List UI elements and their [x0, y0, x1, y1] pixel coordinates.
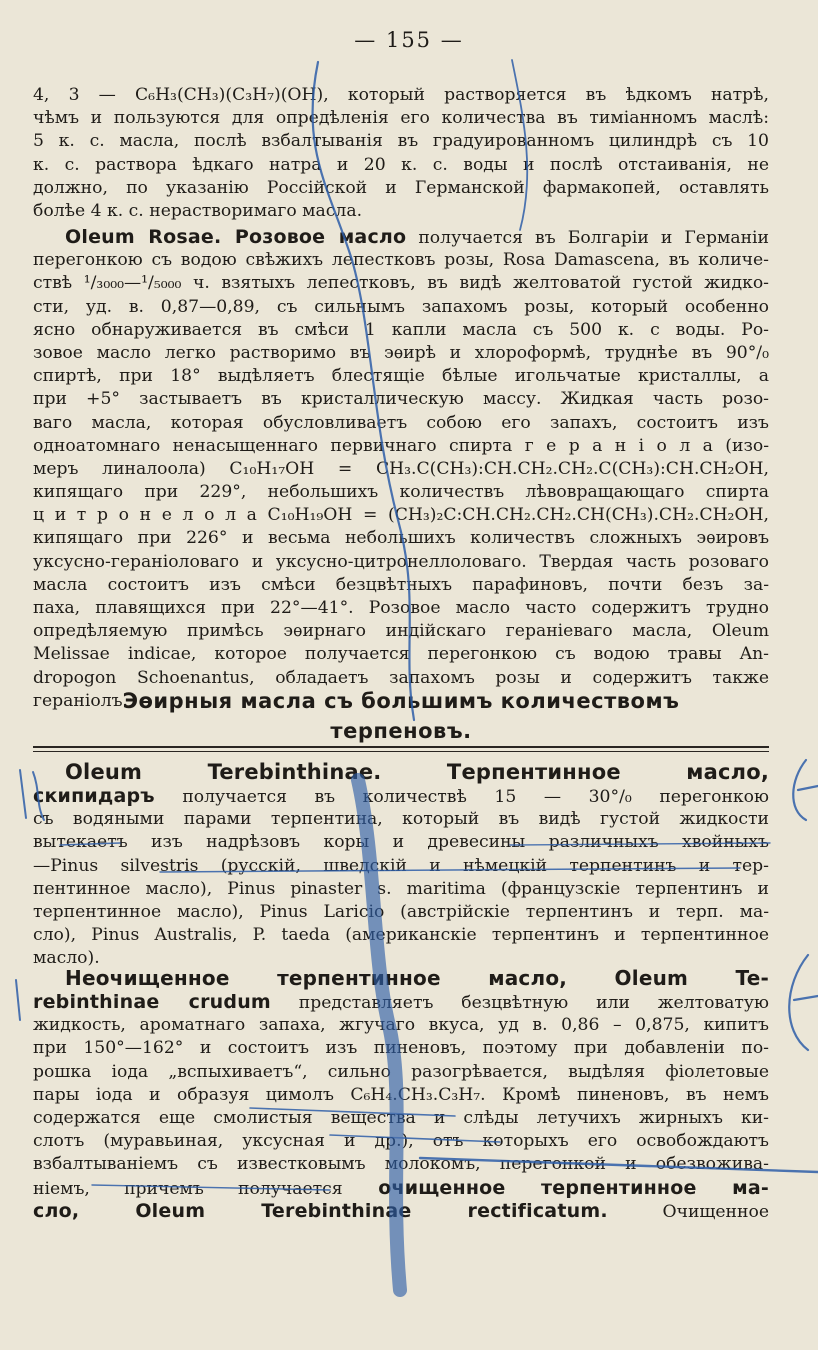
- text-line: содержатся еще смолистыя вещества и слѣды летучихъ жирныхъ ки-: [33, 1107, 769, 1128]
- text-line: одноатомнаго ненасыщеннаго первичнаго спирта г е р а н і о л а (изо-: [33, 435, 769, 456]
- text-line: вытекаетъ изъ надрѣзовъ коры и древесины различныхъ хвойныхъ: [33, 832, 769, 853]
- text-line: масло).: [33, 948, 100, 969]
- text-line: рошка іода „вспыхиваетъ“, сильно разогрѣвается, выдѣляя фіолетовые: [33, 1061, 769, 1082]
- text-line: ц и т р о н е л о л а C₁₀H₁₉OH = (CH₃)₂C:CH.CH₂.CH₂.CH(CH₃).CH₂.CH₂OH,: [33, 505, 769, 526]
- pen-stroke-wide: [358, 780, 400, 1290]
- pen-strikethrough: [420, 1158, 818, 1172]
- text-line: к. с. раствора ѣдкаго натра и 20 к. с. воды и послѣ отстаиванія, не: [33, 154, 769, 175]
- rose-oil-intro: получается въ Болгаріи и Германіи: [406, 228, 769, 248]
- pen-stroke-top: [512, 60, 527, 230]
- pen-margin-tick: [20, 770, 26, 818]
- page-number: — 155 —: [354, 28, 464, 52]
- text-line: при 150°—162° и состоитъ изъ пиненовъ, поэтому при добавленіи по-: [33, 1038, 769, 1059]
- text-line: меръ линалоола) C₁₀H₁₇OH = CH₃.C(CH₃):CH.CH₂.CH₂.C(CH₃):CH.CH₂OH,: [33, 458, 769, 479]
- text-line: опредѣляемую примѣсь эѳирнаго индійскаго гераніеваго масла, Oleum: [33, 621, 769, 642]
- pen-margin-tick: [16, 980, 20, 1020]
- refined-oil-latin: сло, Oleum Terebinthinae rectificatum.: [33, 1199, 608, 1222]
- text-line: масла состоитъ изъ смѣси безцвѣтныхъ парафиновъ, почти безъ за-: [33, 574, 769, 595]
- text-line: гераніолъ.: [33, 690, 129, 711]
- text-line: кипящаго при 226° и весьма небольшихъ количествъ сложныхъ эѳировъ: [33, 528, 769, 549]
- text-line: пентинное масло), Pinus pinaster s. maritima (французскіе терпентинъ и: [33, 878, 769, 899]
- text-line: пары іода и образуя цимолъ C₆H₄.CH₃.C₃H₇. Кромѣ пиненовъ, въ немъ: [33, 1084, 769, 1105]
- turpentine-title: Oleum Terebinthinae. Терпентинное масло,: [65, 760, 769, 784]
- pen-strikethrough: [250, 1108, 455, 1116]
- pen-margin-tick: [33, 772, 44, 820]
- text-line: ствѣ ¹/₃₀₀₀—¹/₅₀₀₀ ч. взятыхъ лепестковъ, въ видѣ желтоватой густой жидко-: [33, 273, 769, 294]
- pen-strikethrough: [330, 1135, 500, 1142]
- pen-underline: [510, 843, 770, 845]
- rose-oil-title: Oleum Rosae. Розовое масло: [65, 226, 407, 248]
- text-line: зовое масло легко растворимо въ эѳирѣ и хлороформѣ, труднѣе въ 90°/₀: [33, 342, 769, 363]
- text-line: ясно обнаруживается въ смѣси 1 капли масла съ 500 к. с воды. Ро-: [33, 319, 769, 340]
- text-line: съ водяными парами терпентина, который въ видѣ густой жидкости: [33, 809, 769, 830]
- text-line: паха, плавящихся при 22°—41°. Розовое масло часто содержитъ трудно: [33, 598, 769, 618]
- text-line: перегонкою съ водою свѣжихъ лепестковъ розы, Rosa Damascena, въ количе-: [33, 250, 769, 271]
- text-line: уксусно-гераніоловаго и уксусно-цитронеллоловаго. Твердая часть розоваго: [33, 551, 769, 572]
- turpentine-intro: получается въ количествѣ 15 — 30°/₀ перегонкою: [154, 787, 769, 807]
- section-heading: Эѳирныя масла съ большимъ количествомъ: [122, 689, 680, 713]
- crude-turpentine-title: Неочищенное терпентинное масло, Oleum Te-: [65, 966, 769, 990]
- pen-underline: [60, 843, 120, 845]
- text-line: ваго масла, которая обусловливаетъ собою его запахъ, состоитъ изъ: [33, 412, 769, 433]
- text-line: dropogon Schoenantus, обладаетъ запахомъ розы и содержитъ также: [33, 667, 769, 688]
- text-line: кипящаго при 229°, небольшихъ количествъ лѣвовращающаго спирта: [33, 482, 769, 503]
- refined-oil-term: очищенное терпентинное ма-: [342, 1176, 769, 1199]
- pen-strikethrough: [92, 1185, 330, 1190]
- text-line: чѣмъ и пользуются для опредѣленія его количества въ тиміанномъ маслѣ:: [33, 108, 769, 129]
- pen-margin-glyph: [789, 955, 818, 1050]
- crude-turpentine-latin: rebinthinae crudum: [33, 991, 271, 1013]
- text-fragment: Очищенное: [607, 1201, 769, 1222]
- text-line: взбалтываніемъ съ известковымъ молокомъ, перегонкой и обезвожива-: [33, 1154, 769, 1175]
- text-fragment: ніемъ, причемъ получается: [33, 1178, 343, 1199]
- text-line: Melissae indicae, которое получается перегонкою съ водою травы An-: [33, 644, 769, 665]
- turpentine-synonym: скипидаръ: [33, 785, 155, 807]
- text-line: 4, 3 — C₆H₃(CH₃)(C₃H₇)(OH), который растворяется въ ѣдкомъ натрѣ,: [33, 85, 769, 105]
- section-heading-continued: терпеновъ.: [330, 719, 472, 743]
- text-line: 5 к. с. масла, послѣ взбалтыванія въ градуированномъ цилиндрѣ съ 10: [33, 131, 769, 152]
- text-line: сло), Pinus Australis, P. taeda (американскіе терпентинъ и терпентинное: [33, 925, 769, 946]
- pen-stroke-curve: [312, 62, 414, 720]
- text-line: сти, уд. в. 0,87—0,89, съ сильнымъ запахомъ розы, который особенно: [33, 296, 769, 317]
- text-line: —Pinus silvestris (русскій, шведскій и нѣмецкій терпентинъ и тер-: [33, 855, 769, 876]
- text-line: спиртѣ, при 18° выдѣляетъ блестящіе бѣлые игольчатые кристаллы, а: [33, 366, 769, 387]
- pen-margin-glyph: [793, 760, 818, 820]
- crude-turpentine-intro: представляетъ безцвѣтную или желтоватую: [270, 993, 769, 1013]
- pen-strikethrough: [160, 868, 740, 872]
- text-line: болѣе 4 к. с. нерастворимаго масла.: [33, 200, 363, 221]
- text-line: при +5° застываетъ въ кристаллическую массу. Жидкая часть розо-: [33, 389, 769, 410]
- text-line: должно, по указанію Россійской и Германской фармакопей, оставлять: [33, 177, 769, 198]
- text-line: слотъ (муравьиная, уксусная и др.), отъ которыхъ его освобождаютъ: [33, 1131, 769, 1152]
- text-line: терпентинное масло), Pinus Laricio (австрійскіе терпентинъ и терп. ма-: [33, 901, 769, 922]
- text-line: жидкость, ароматнаго запаха, жгучаго вкуса, уд в. 0,86 – 0,875, кипитъ: [33, 1015, 769, 1036]
